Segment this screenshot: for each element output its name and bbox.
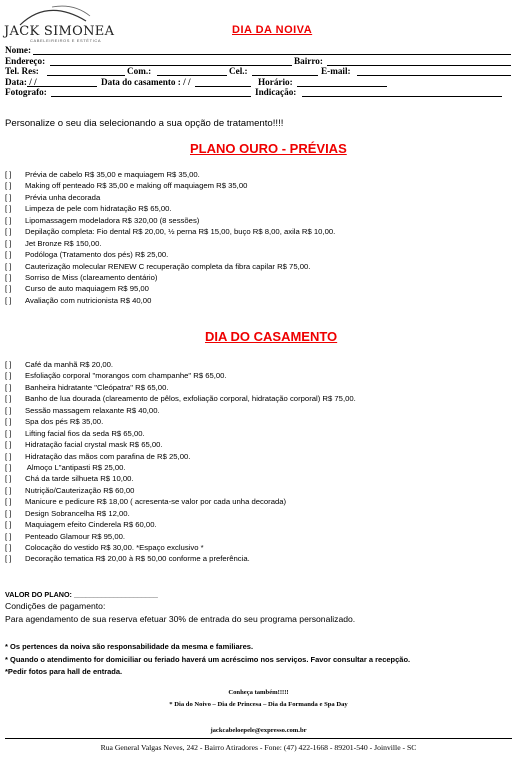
- option-checkbox[interactable]: [ ]: [5, 238, 12, 248]
- plano_ouro-option: [5, 238, 335, 249]
- dia_casamento-option: [5, 451, 356, 462]
- option-label: Lipomassagem modeladora R$ 320,00 (8 sessões): [25, 215, 200, 225]
- option-checkbox[interactable]: [ ]: [5, 371, 12, 381]
- option-checkbox[interactable]: [ ]: [5, 417, 12, 427]
- option-label: Decoração tematica R$ 20,00 à R$ 50,00 conforme a preferência.: [25, 554, 250, 564]
- dia_casamento-option: [5, 553, 356, 564]
- dia_casamento-option: [5, 382, 356, 393]
- option-label: Hidratação das mãos com parafina de R$ 25,00.: [25, 451, 191, 461]
- dia_casamento-option: [5, 462, 356, 473]
- endereco-label: Endereço:: [5, 55, 46, 66]
- option-label: Avaliação com nutricionista R$ 40,00: [25, 295, 152, 305]
- option-label: Prévia unha decorada: [25, 192, 101, 202]
- option-label: Jet Bronze R$ 150,00.: [25, 238, 102, 248]
- plano_ouro-option: [5, 272, 335, 283]
- plano-ouro-title: PLANO OURO - PRÉVIAS: [190, 141, 347, 156]
- option-label: Cauterização molecular RENEW C recuperação completa da fibra capilar R$ 75,00.: [25, 261, 311, 271]
- client-form: [5, 45, 515, 98]
- option-checkbox[interactable]: [ ]: [5, 394, 12, 404]
- option-checkbox[interactable]: [ ]: [5, 215, 12, 225]
- option-label: Chá da tarde silhueta R$ 10,00.: [25, 474, 134, 484]
- option-checkbox[interactable]: [ ]: [5, 440, 12, 450]
- dia_casamento-option: [5, 405, 356, 416]
- promo-text: * Dia do Noivo – Dia de Princesa – Dia da Formanda e Spa Day: [169, 701, 348, 708]
- option-checkbox[interactable]: [ ]: [5, 261, 12, 271]
- dia_casamento-option: [5, 473, 356, 484]
- option-checkbox[interactable]: [ ]: [5, 451, 12, 461]
- dia_casamento-option: [5, 508, 356, 519]
- option-checkbox[interactable]: [ ]: [5, 543, 12, 552]
- option-checkbox[interactable]: [ ]: [5, 192, 12, 202]
- option-label: Esfoliação corporal "morangos com champanhe" R$ 65,00.: [25, 371, 227, 381]
- com-label: Com.:: [127, 66, 152, 77]
- condicoes-title: Condições de pagamento:: [5, 601, 106, 611]
- option-checkbox[interactable]: [ ]: [5, 497, 12, 507]
- dia_casamento-option: [5, 485, 356, 496]
- dia_casamento-option: [5, 531, 356, 542]
- indicacao-field[interactable]: [302, 96, 502, 97]
- option-label: Manicure e pedicure R$ 18,00 ( acresenta-se valor por cada unha decorada): [25, 497, 287, 507]
- dia_casamento-option: [5, 359, 356, 370]
- form-row-telefones: [5, 66, 515, 77]
- option-checkbox[interactable]: [ ]: [5, 227, 12, 237]
- email-label: E-mail:: [321, 66, 351, 77]
- data-casamento-label: Data do casamento : / /: [101, 76, 191, 87]
- logo-subtitle: CABELEIREIROS E ESTÉTICA: [30, 38, 102, 43]
- option-label: Colocação do vestido R$ 30,00. *Espaço exclusivo *: [25, 543, 204, 552]
- option-checkbox[interactable]: [ ]: [5, 554, 12, 564]
- option-label: Café da manhã R$ 20,00.: [25, 360, 114, 369]
- dia_casamento-option: [5, 542, 356, 553]
- form-row-endereco: [5, 56, 515, 67]
- option-label: Limpeza de pele com hidratação R$ 65,00.: [25, 204, 172, 214]
- option-label: Penteado Glamour R$ 95,00.: [25, 531, 126, 541]
- option-label: Lifting facial fios da seda R$ 65,00.: [25, 428, 145, 438]
- option-checkbox[interactable]: [ ]: [5, 284, 12, 294]
- plano_ouro-option: [5, 249, 335, 260]
- option-checkbox[interactable]: [ ]: [5, 204, 12, 214]
- option-checkbox[interactable]: [ ]: [5, 170, 12, 179]
- option-label: Spa dos pés R$ 35,00.: [25, 417, 104, 427]
- option-label: Design Sobrancelha R$ 12,00.: [25, 508, 130, 518]
- option-label: Depilação completa: Fio dental R$ 20,00, ½ perna R$ 15,00, buço R$ 8,00, axila R$ 10,00.: [25, 227, 336, 237]
- plano_ouro-option: [5, 215, 335, 226]
- tel-res-label: Tel. Res:: [5, 66, 39, 77]
- option-checkbox[interactable]: [ ]: [5, 474, 12, 484]
- option-checkbox[interactable]: [ ]: [5, 531, 12, 541]
- horario-label: Horário:: [258, 76, 293, 87]
- option-checkbox[interactable]: [ ]: [5, 272, 12, 282]
- option-label: Making off penteado R$ 35,00 e making off maquiagem R$ 35,00: [25, 181, 248, 191]
- plano_ouro-option: [5, 226, 335, 237]
- data-label: Data: / /: [5, 76, 37, 87]
- cel-label: Cel.:: [229, 66, 248, 77]
- plano_ouro-option: [5, 180, 335, 191]
- indicacao-label: Indicação:: [255, 87, 297, 98]
- document-title: DIA DA NOIVA: [232, 24, 313, 36]
- dia_casamento-option: [5, 416, 356, 427]
- notes-list: [5, 641, 410, 679]
- plano_ouro-option: [5, 169, 335, 180]
- option-checkbox[interactable]: [ ]: [5, 181, 12, 191]
- option-checkbox[interactable]: [ ]: [5, 520, 12, 530]
- bairro-label: Bairro:: [294, 55, 323, 66]
- option-label: Maquiagem efeito Cinderela R$ 60,00.: [25, 520, 157, 530]
- dia_casamento-option: [5, 439, 356, 450]
- dia_casamento-option: [5, 370, 356, 381]
- plano_ouro-option: [5, 203, 335, 214]
- plano_ouro-option: [5, 295, 335, 306]
- option-label: Curso de auto maquiagem R$ 95,00: [25, 284, 149, 294]
- nome-label: Nome:: [5, 45, 32, 55]
- note-item: * Os pertences da noiva são responsabilidade da mesma e familiares.: [5, 642, 254, 651]
- option-label: Nutrição/Cauterização R$ 60,00: [25, 485, 135, 495]
- form-row-datas: [5, 77, 515, 88]
- promo-title: Conheça também!!!!!: [228, 689, 289, 696]
- option-checkbox[interactable]: [ ]: [5, 360, 12, 369]
- plano_ouro-option: [5, 192, 335, 203]
- dia-casamento-title: DIA DO CASAMENTO: [205, 329, 338, 344]
- plano-ouro-list: [5, 169, 335, 306]
- note-item: *Pedir fotos para hall de entrada.: [5, 667, 123, 676]
- option-checkbox[interactable]: [ ]: [5, 485, 12, 495]
- option-label: Prévia de cabelo R$ 35,00 e maquiagem R$ 35,00.: [25, 170, 200, 179]
- option-checkbox[interactable]: [ ]: [5, 508, 12, 518]
- plano_ouro-option: [5, 283, 335, 294]
- dia_casamento-option: [5, 519, 356, 530]
- dia_casamento-option: [5, 393, 356, 404]
- fotografo-label: Fotografo:: [5, 87, 47, 98]
- plano_ouro-option: [5, 261, 335, 272]
- logo-swoosh-icon: [4, 4, 124, 26]
- option-label: Sessão massagem relaxante R$ 40,00.: [25, 405, 160, 415]
- valor-plano: VALOR DO PLANO: _____________________: [5, 590, 158, 599]
- contact-email: jackcabeloepele@expresso.com.br: [210, 727, 307, 734]
- option-checkbox[interactable]: [ ]: [5, 295, 12, 305]
- dia_casamento-option: [5, 428, 356, 439]
- footer-divider: [5, 738, 512, 739]
- fotografo-field[interactable]: [51, 96, 251, 97]
- form-row-nome: [5, 45, 515, 56]
- option-label: Podóloga (Tratamento dos pés) R$ 25,00.: [25, 250, 169, 260]
- note-item: * Quando o atendimento for domiciliar ou feriado haverá um acréscimo nos serviços. Favor consultar a recepção.: [5, 654, 411, 664]
- option-checkbox[interactable]: [ ]: [5, 462, 12, 472]
- option-checkbox[interactable]: [ ]: [5, 405, 12, 415]
- footer-address: Rua General Valgas Neves, 242 - Bairro Atiradores - Fone: (47) 422-1668 - 89201-540 - Joinville - SC: [100, 743, 417, 752]
- company-logo: [4, 4, 124, 44]
- intro-text: Personalize o seu dia selecionando a sua opção de tratamento!!!!: [5, 118, 284, 129]
- option-checkbox[interactable]: [ ]: [5, 382, 12, 392]
- option-label: Sorriso de Miss (clareamento dentário): [25, 272, 158, 282]
- logo-wordmark: JACK SIMONEA: [4, 24, 115, 39]
- option-label: Almoço L"antipasti R$ 25,00.: [25, 462, 126, 472]
- option-label: Banho de lua dourada (clareamento de pêlos, exfoliação corporal, hidratação corporal) R$ 75,00.: [25, 394, 356, 404]
- option-label: Banheira hidratante "Cleópatra" R$ 65,00.: [25, 382, 169, 392]
- condicoes-text: Para agendamento de sua reserva efetuar 30% de entrada do seu programa personalizado.: [5, 614, 356, 624]
- option-checkbox[interactable]: [ ]: [5, 250, 12, 260]
- option-checkbox[interactable]: [ ]: [5, 428, 12, 438]
- dia_casamento-option: [5, 496, 356, 507]
- dia-casamento-list: [5, 359, 356, 565]
- form-row-fotografo: [5, 87, 515, 98]
- option-label: Hidratação facial crystal mask R$ 65,00.: [25, 440, 163, 450]
